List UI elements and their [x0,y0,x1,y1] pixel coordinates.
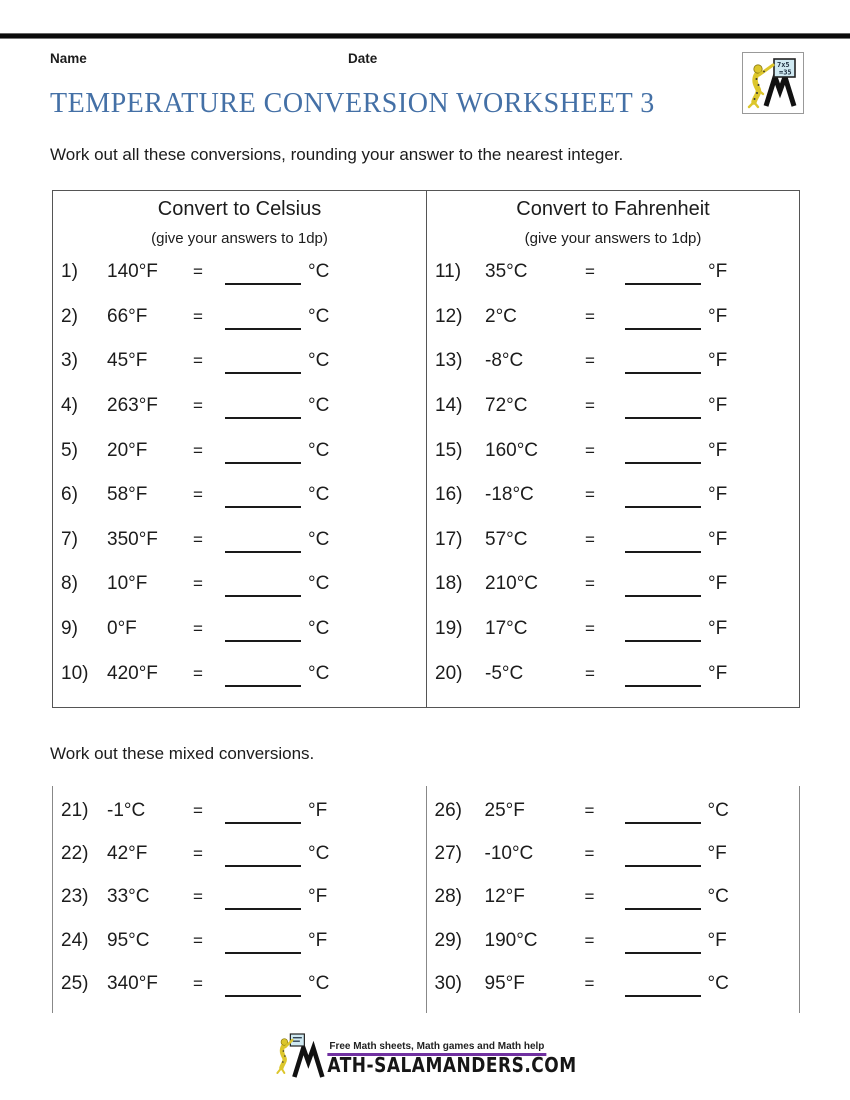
question-number: 11) [435,261,462,283]
equals-sign: = [193,663,203,683]
answer-unit: °F [708,484,728,506]
answer-unit: °C [707,973,729,995]
question-number: 13) [435,350,463,372]
question-value: 190°C [484,929,538,951]
equals-sign: = [585,351,595,371]
question-row [53,261,426,285]
question-number: 19) [435,618,463,640]
question-number: 6) [61,484,78,506]
answer-unit: °F [707,929,727,951]
equals-sign: = [193,574,203,594]
question-value: 66°F [107,305,148,327]
answer-unit: °C [308,973,330,995]
answer-unit: °C [308,261,330,283]
answer-unit: °C [308,843,330,865]
answer-blank [225,843,301,867]
question-row [53,440,426,464]
question-row [427,843,800,867]
question-number: 2) [61,305,78,327]
celsius-column-header: Convert to Celsius [157,198,322,220]
answer-unit: °C [308,305,330,327]
question-value: -18°C [485,484,534,506]
answer-blank [225,261,301,285]
question-value: 33°C [107,886,150,908]
question-row [427,930,800,954]
top-rule-bar [0,33,850,39]
footer-text-block [327,1041,576,1078]
answer-unit: °C [308,528,330,550]
question-row [53,663,426,687]
answer-blank [625,395,701,419]
question-row [53,886,426,910]
question-number: 20) [435,662,463,684]
equals-sign: = [585,663,595,683]
answer-blank [625,886,701,910]
question-number: 5) [61,439,78,461]
footer-logo [273,1032,576,1078]
question-number: 28) [434,886,462,908]
question-number: 25) [61,973,89,995]
equals-sign: = [585,440,595,460]
equals-sign: = [584,930,595,950]
answer-blank [225,529,301,553]
question-number: 16) [435,484,463,506]
question-value: 57°C [485,528,528,550]
question-number: 22) [61,843,89,865]
instruction-main: Work out all these conversions, rounding your answer to the nearest integer. [50,145,624,164]
equals-sign: = [193,485,203,505]
question-number: 10) [61,662,89,684]
mixed-conversions-section [52,786,800,1013]
question-row [427,261,799,285]
footer-site-name: ATH-SALAMANDERS.COM [327,1054,577,1078]
celsius-column-subheader: (give your answers to 1dp) [151,230,328,247]
question-row [427,663,799,687]
equals-sign: = [193,844,203,864]
celsius-column [53,191,426,707]
question-number: 18) [435,573,463,595]
equals-sign: = [193,974,203,994]
date-label: Date [348,51,378,66]
question-value: 72°C [485,395,528,417]
answer-blank [625,484,701,508]
answer-unit: °F [708,350,728,372]
equals-sign: = [193,619,203,639]
question-number: 4) [61,395,78,417]
answer-blank [625,800,701,824]
question-row [427,395,799,419]
answer-blank [625,573,701,597]
question-value: -10°C [484,843,534,865]
question-row [427,440,799,464]
question-row [427,306,799,330]
answer-unit: °C [308,484,330,506]
answer-unit: °C [308,395,330,417]
fahrenheit-column-header: Convert to Fahrenheit [516,198,710,220]
answer-blank [625,261,701,285]
footer-tagline: Free Math sheets, Math games and Math help [327,1041,546,1056]
question-value: 42°F [107,843,148,865]
question-number: 29) [434,929,462,951]
equals-sign: = [585,619,595,639]
question-value: 140°F [107,261,158,283]
question-value: -1°C [107,799,146,821]
question-value: 420°F [107,662,158,684]
question-row [53,800,426,824]
answer-unit: °C [308,618,330,640]
question-value: 10°F [107,573,148,595]
question-row [53,930,426,954]
equals-sign: = [193,887,203,907]
answer-blank [625,618,701,642]
question-row [53,306,426,330]
question-row [427,484,799,508]
answer-blank [225,306,301,330]
question-row [427,886,800,910]
answer-blank [225,973,301,997]
question-value: -5°C [485,662,524,684]
question-row [427,800,800,824]
question-value: 17°C [485,618,528,640]
answer-blank [225,886,301,910]
answer-blank [625,663,701,687]
answer-blank [625,529,701,553]
answer-blank [225,395,301,419]
answer-unit: °F [708,439,728,461]
question-number: 24) [61,929,89,951]
answer-unit: °F [308,929,328,951]
answer-blank [225,800,301,824]
question-row [427,573,799,597]
answer-unit: °F [708,305,728,327]
question-value: 350°F [107,528,158,550]
question-value: 0°F [107,618,137,640]
answer-unit: °F [708,618,728,640]
answer-blank [225,618,301,642]
question-value: 160°C [485,439,539,461]
answer-unit: °F [707,843,727,865]
mixed-left-question-list [52,786,426,1013]
equals-sign: = [585,396,595,416]
question-number: 21) [61,799,89,821]
question-number: 26) [434,799,462,821]
answer-unit: °F [708,528,728,550]
question-row [53,484,426,508]
answer-unit: °F [308,799,328,821]
question-number: 14) [435,395,463,417]
page-title: TEMPERATURE CONVERSION WORKSHEET 3 [50,88,655,119]
equals-sign: = [584,800,595,820]
equals-sign: = [585,306,595,326]
question-value: 263°F [107,395,158,417]
equals-sign: = [193,529,203,549]
answer-unit: °C [308,573,330,595]
answer-unit: °F [708,662,728,684]
equals-sign: = [585,574,595,594]
question-number: 27) [434,843,462,865]
answer-unit: °C [308,662,330,684]
question-value: 35°C [485,261,528,283]
answer-blank [625,930,701,954]
equals-sign: = [193,351,203,371]
answer-unit: °F [708,261,728,283]
question-value: 45°F [107,350,148,372]
question-number: 9) [61,618,78,640]
question-number: 8) [61,573,78,595]
answer-blank [625,843,701,867]
equals-sign: = [193,930,203,950]
equals-sign: = [193,306,203,326]
question-number: 17) [435,528,463,550]
question-row [53,529,426,553]
equals-sign: = [584,974,595,994]
equals-sign: = [585,485,595,505]
answer-unit: °F [708,395,728,417]
name-label: Name [50,51,87,66]
logo-sign-line2: =35 [779,68,792,77]
equals-sign: = [193,262,203,282]
footer-salamander-icon [273,1032,325,1078]
answer-blank [625,306,701,330]
equals-sign: = [193,396,203,416]
question-number: 1) [61,261,78,283]
answer-unit: °F [708,573,728,595]
equals-sign: = [585,262,595,282]
question-value: 25°F [484,799,525,821]
question-number: 12) [435,305,463,327]
equals-sign: = [585,529,595,549]
answer-blank [225,663,301,687]
salamander-logo-icon [742,52,804,114]
question-value: 95°F [484,973,525,995]
answer-unit: °C [707,886,729,908]
question-row [53,618,426,642]
question-number: 15) [435,439,463,461]
answer-blank [625,440,701,464]
answer-unit: °C [308,350,330,372]
question-row [53,573,426,597]
fahrenheit-column-subheader: (give your answers to 1dp) [524,230,702,247]
answer-unit: °C [707,799,729,821]
answer-blank [625,350,701,374]
question-row [53,395,426,419]
question-value: 58°F [107,484,148,506]
question-row [53,973,426,997]
question-value: 2°C [485,305,517,327]
question-row [427,529,799,553]
question-row [53,350,426,374]
celsius-question-list [53,247,426,707]
answer-unit: °F [308,886,328,908]
question-number: 30) [434,973,462,995]
answer-blank [225,350,301,374]
question-value: 95°C [107,929,150,951]
question-number: 3) [61,350,78,372]
instruction-mixed: Work out these mixed conversions. [50,744,315,763]
question-value: 20°F [107,439,148,461]
fahrenheit-column [426,191,799,707]
fahrenheit-question-list [427,247,799,707]
question-value: -8°C [485,350,524,372]
question-value: 12°F [484,886,525,908]
question-number: 7) [61,528,78,550]
question-row [53,843,426,867]
answer-blank [225,484,301,508]
answer-blank [625,973,701,997]
question-value: 340°F [107,973,158,995]
question-row [427,618,799,642]
mixed-right-question-list [426,786,800,1013]
math-salamanders-logo [742,52,804,114]
answer-blank [225,930,301,954]
equals-sign: = [584,887,595,907]
question-row [427,350,799,374]
answer-blank [225,440,301,464]
question-value: 210°C [485,573,539,595]
answer-blank [225,573,301,597]
conversion-table [52,190,800,708]
question-row [427,973,800,997]
equals-sign: = [584,844,595,864]
equals-sign: = [193,800,203,820]
logo-sign-line1: 7x5 [777,61,790,69]
question-number: 23) [61,886,89,908]
equals-sign: = [193,440,203,460]
answer-unit: °C [308,439,330,461]
